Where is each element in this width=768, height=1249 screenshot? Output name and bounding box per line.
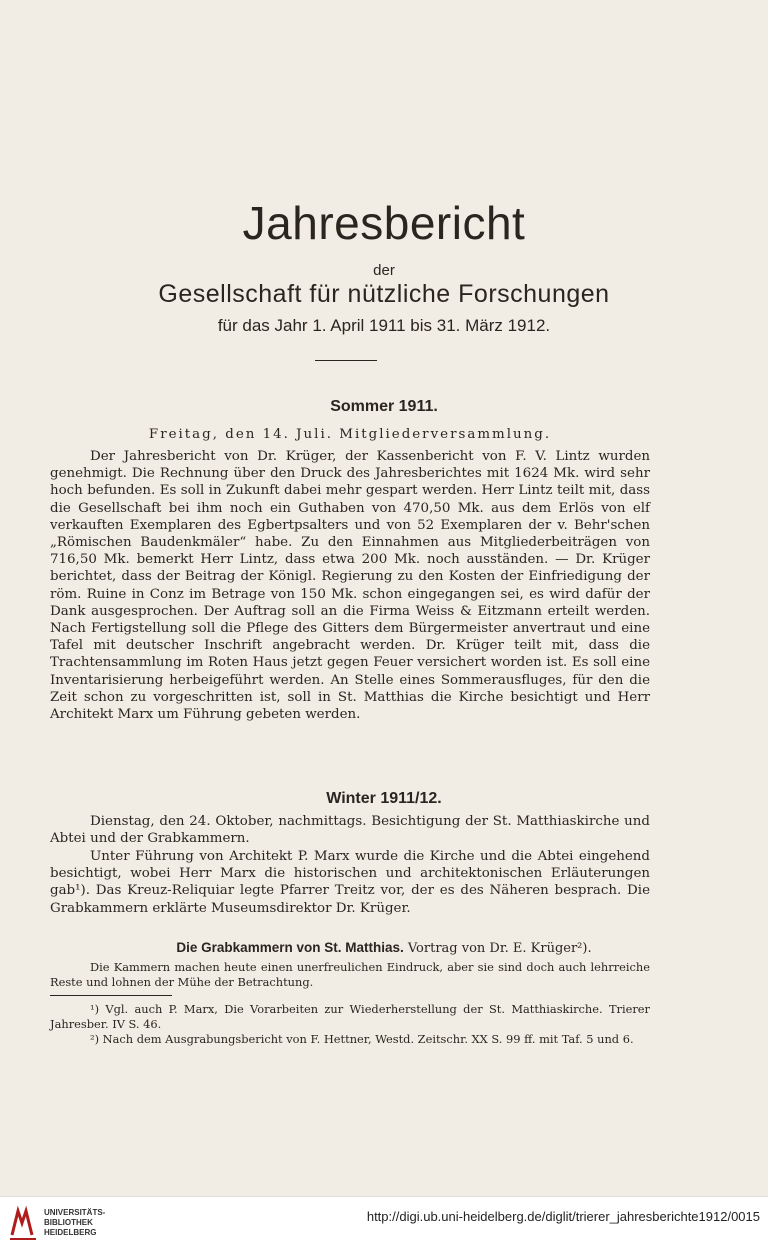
winter-date-line: Dienstag, den 24. Oktober, nachmittags. Besichtigung der St. Matthiaskirche und Abtei und der Grabkammern. <box>50 814 650 847</box>
lecture-title: Die Grabkammern von St. Matthias. <box>176 940 404 955</box>
footnote-divider <box>50 995 172 996</box>
university-library-logo-icon <box>8 1205 38 1241</box>
library-name-line3: HEIDELBERG <box>44 1228 97 1237</box>
lecture-subtitle: Vortrag von Dr. E. Krüger²). <box>407 941 592 956</box>
section-heading-summer: Sommer 1911. <box>330 398 438 415</box>
document-der: der <box>373 262 395 279</box>
footnote-1: ¹) Vgl. auch P. Marx, Die Vorarbeiten zur Wiederherstellung der St. Matthiaskirche. Trierer Jahresber. IV S. 46. <box>50 1002 650 1031</box>
permalink-url[interactable]: http://digi.ub.uni-heidelberg.de/diglit/trierer_jahresberichte1912/0015 <box>366 1209 760 1224</box>
title-divider <box>315 360 377 361</box>
footnote-2: ²) Nach dem Ausgrabungsbericht von F. Hettner, Westd. Zeitschr. XX S. 99 ff. mit Taf. 5 und 6. <box>90 1032 634 1046</box>
document-period: für das Jahr 1. April 1911 bis 31. März 1912. <box>217 316 551 335</box>
document-subtitle: Gesellschaft für nützliche Forschungen <box>158 280 610 308</box>
section-heading-winter: Winter 1911/12. <box>326 790 442 807</box>
winter-paragraph: Unter Führung von Architekt P. Marx wurde die Kirche und die Abtei eingehend besichtigt, wobei Herr Marx die historischen und architektonischen Erläuterungen gab¹). Das Kreuz-Reliquiar legte Pfarrer Treitz vor, der es des Näheren besprach. Die Grabkammern erklärte Museumsdirektor Dr. Krüger. <box>50 849 650 916</box>
lecture-heading <box>0 940 768 956</box>
lecture-text: Die Kammern machen heute einen unerfreulichen Eindruck, aber sie sind doch auch lehrreiche Reste und lohnen der Mühe der Betrachtung. <box>50 960 650 989</box>
document-title: Jahresbericht <box>242 197 526 249</box>
viewer-footer <box>0 1196 768 1249</box>
library-name-line2: BIBLIOTHEK <box>44 1218 93 1227</box>
summer-date-line: Freitag, den 14. Juli. Mitgliederversammlung. <box>148 427 552 442</box>
summer-paragraph: Der Jahresbericht von Dr. Krüger, der Kassenbericht von F. V. Lintz wurden genehmigt. Die Rechnung über den Druck des Jahresberichtes mit 1624 Mk. wird sehr hoch befunden. Es soll in Zukunft dabei mehr gespart werden. Herr Lintz teilt mit, dass die Gesellschaft bei ihm noch ein Guthaben von 470,50 Mk. aus dem Erlös von elf verkauften Exemplaren des Egbertpsalters und von 52 Exemplaren der v. Behr'schen „Römischen Baudenkmäler“ habe. Zu den Einnahmen aus Mitgliederbeiträgen von 716,50 Mk. bemerkt Herr Lintz, dass etwa 200 Mk. noch ausständen. — Dr. Krüger berichtet, dass der Beitrag der Königl. Regierung zu den Kosten der Einfriedigung der röm. Ruine in Conz im Betrage von 150 Mk. schon eingegangen sei, es wird dafür der Dank ausgesprochen. Der Auftrag soll an die Firma Weiss & Eitzmann erteilt werden. Nach Fertigstellung soll die Pflege des Gitters dem Bürgermeister anvertraut und eine Tafel mit deutscher Inschrift angebracht werden. Dr. Krüger teilt mit, dass die Trachtensammlung im Roten Haus jetzt gegen Feuer versichert worden ist. Es soll eine Inventarisierung herbeigeführt werden. An Stelle eines Sommerausfluges, für den die Zeit schon zu vorgeschritten ist, soll in St. Matthias die Kirche besichtigt und Herr Architekt Marx um Führung gebeten werden. <box>50 449 650 723</box>
library-name-line1: UNIVERSITÄTS- <box>44 1208 106 1217</box>
library-name <box>44 1208 105 1238</box>
